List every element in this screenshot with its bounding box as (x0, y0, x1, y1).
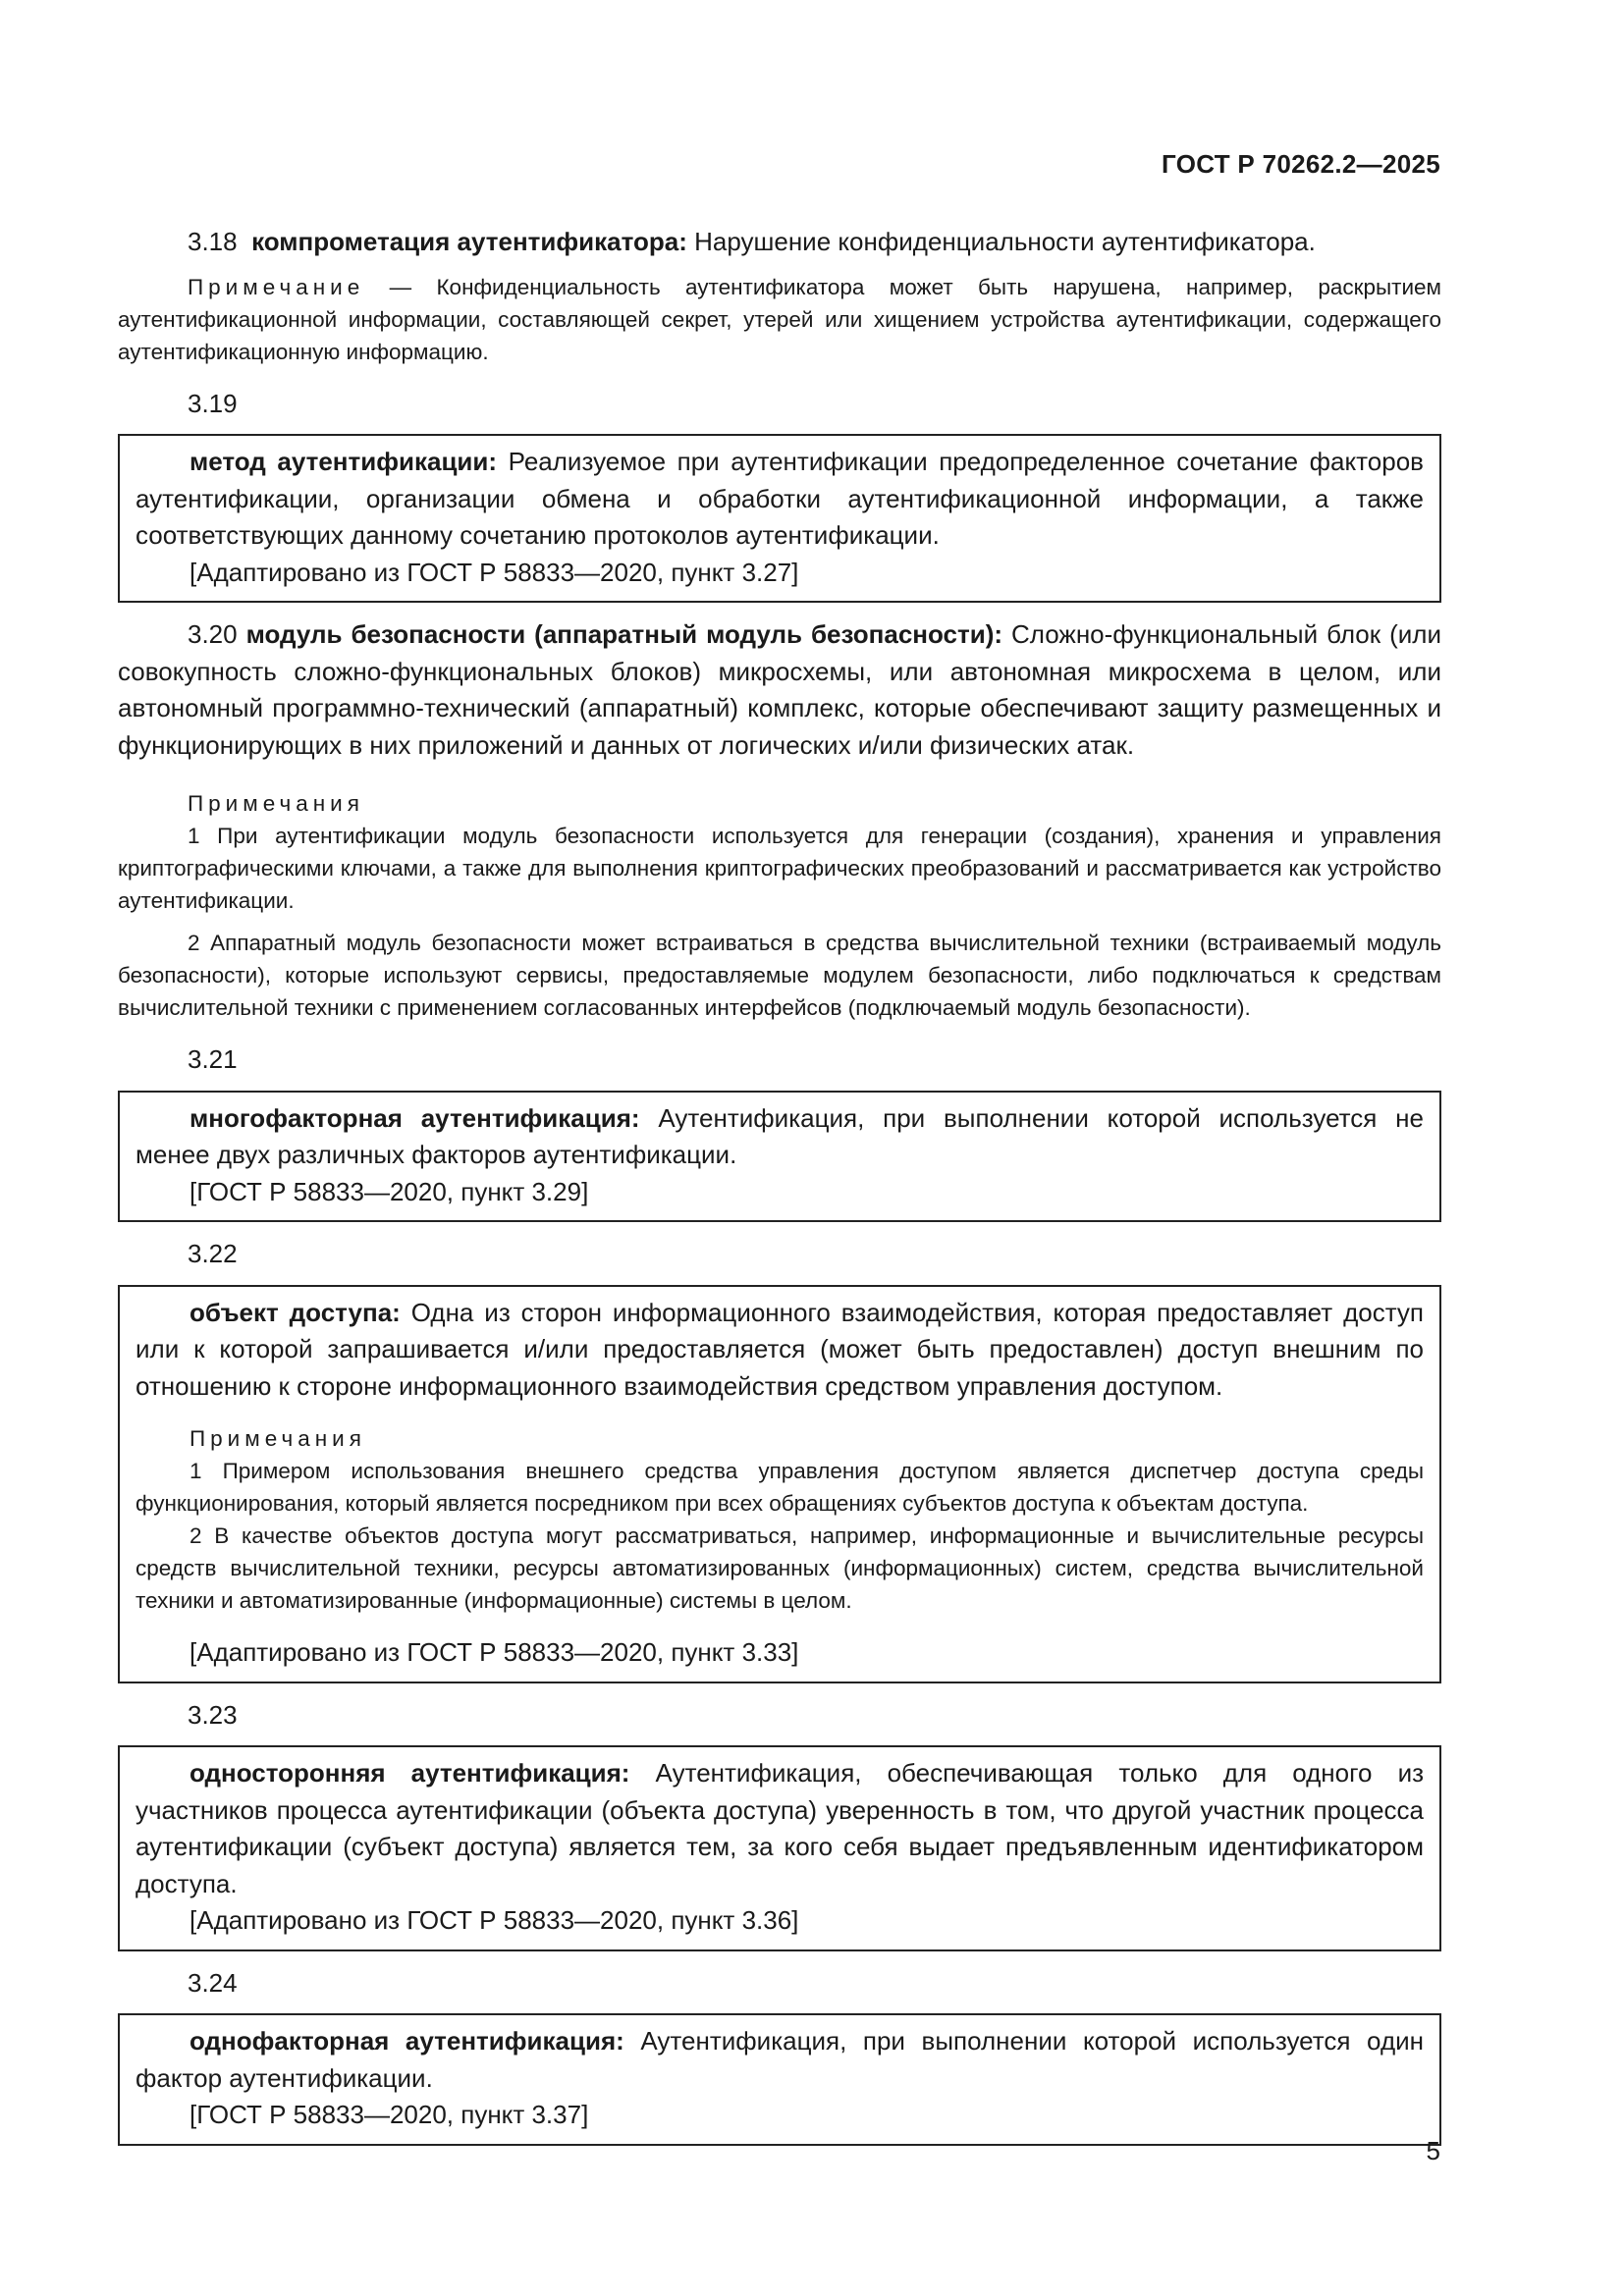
term-name: модуль безопасности (аппаратный модуль безопасности): (245, 619, 1003, 649)
page-number: 5 (1426, 2136, 1440, 2165)
term-3-22 (135, 1295, 1424, 1406)
term-number-3-23: 3.23 (188, 1699, 238, 1730)
note-3-22-2: 2 В качестве объектов доступа могут рассматриваться, например, информационные и вычислительные ресурсы средств вычислительной техники, ресурсы автоматизированных (информационных) систем, средства вычислительной техники и автоматизированные (информационные) системы в целом. (135, 1523, 1424, 1613)
term-number: 3.20 (188, 619, 238, 649)
term-reference: [ГОСТ Р 58833—2020, пункт 3.37] (189, 2100, 589, 2129)
term-definition: Аутентификация, обеспечивающая только для одного из участников процесса аутентификации (объекта доступа) уверенность в том, что другой участник процесса аутентификации (субъект доступа) является тем, за кого себя выдает предъявленным идентификатором доступа. (135, 1758, 1425, 1898)
notes-heading: Примечания (188, 791, 364, 816)
term-3-23 (135, 1755, 1424, 1902)
term-3-21 (135, 1100, 1424, 1174)
term-box-3-22 (118, 1285, 1441, 1683)
term-definition: Реализуемое при аутентификации предопределенное сочетание факторов аутентификации, организации обмена и обработки аутентификационной информации, а также соответствующих данному сочетанию протоколов аутентификации. (135, 447, 1424, 550)
note-3-22-1: 1 Примером использования внешнего средства управления доступом является диспетчер доступа среды функционирования, который является посредником при всех обращениях субъектов доступа к объектам доступа. (135, 1459, 1424, 1516)
note-3-18 (118, 271, 1441, 368)
document-code: ГОСТ Р 70262.2—2025 (1162, 149, 1440, 179)
term-reference: [Адаптировано из ГОСТ Р 58833—2020, пункт 3.33] (189, 1637, 799, 1667)
term-name: метод аутентификации: (189, 447, 498, 476)
term-number-3-24: 3.24 (188, 1967, 238, 1998)
term-3-20 (118, 616, 1441, 764)
term-3-19 (135, 444, 1424, 555)
term-3-24 (135, 2023, 1424, 2097)
note-label: Примечание (188, 274, 365, 299)
term-reference: [Адаптировано из ГОСТ Р 58833—2020, пункт 3.27] (189, 557, 799, 587)
note-3-20-2: 2 Аппаратный модуль безопасности может встраиваться в средства вычислительной техники (встраиваемый модуль безопасности), которые используют сервисы, предоставляемые модулем безопасности, либо подключаться к средствам вычислительной техники с применением согласованных интерфейсов (подключаемый модуль безопасности). (118, 931, 1441, 1020)
term-definition: Аутентификация, при выполнении которой используется не менее двух различных факторов аутентификации. (135, 1102, 1424, 1169)
term-name: объект доступа: (189, 1297, 401, 1327)
term-definition: Одна из сторон информационного взаимодействия, которая предоставляет доступ или к которой запрашивается и/или предоставляется (может быть предоставлен) доступ внешним по отношению к стороне информационного взаимодействия средством управления доступом. (135, 1297, 1425, 1401)
term-number-3-21: 3.21 (188, 1044, 238, 1074)
term-box-3-24 (118, 2013, 1441, 2146)
term-number-3-22: 3.22 (188, 1239, 238, 1268)
term-name: многофакторная аутентификация: (189, 1102, 640, 1133)
term-number: 3.18 (188, 227, 238, 256)
note-3-20-1: 1 При аутентификации модуль безопасности используется для генерации (создания), хранения и управления криптографическими ключами, а также для выполнения криптографических преобразований и рассматривается как устройство аутентификации. (118, 824, 1441, 913)
term-3-18 (118, 224, 1441, 261)
term-name: компрометация аутентификатора: (251, 227, 687, 256)
term-definition: Нарушение конфиденциальности аутентификатора. (686, 227, 1316, 256)
term-name: однофакторная аутентификация: (189, 2026, 624, 2056)
term-reference: [ГОСТ Р 58833—2020, пункт 3.29] (189, 1176, 589, 1206)
term-definition: Сложно-функциональный блок (или совокупность сложно-функциональных блоков) микросхемы, или автономная микросхема в целом, или автономный программно-технический (аппаратный) комплекс, которые обеспечивают защиту размещенных и функционирующих в них приложений и данных от логических и/или физических атак. (118, 619, 1441, 760)
notes-heading: Примечания (189, 1426, 366, 1451)
term-name: односторонняя аутентификация: (189, 1758, 630, 1788)
term-reference: [Адаптировано из ГОСТ Р 58833—2020, пункт 3.36] (189, 1905, 799, 1935)
page-content (118, 224, 1441, 2160)
note-text: — Конфиденциальность аутентификатора может быть нарушена, например, раскрытием аутентификационной информации, составляющей секрет, утерей или хищением устройства аутентификации, содержащего аутентификационную информацию. (118, 274, 1441, 364)
term-box-3-21 (118, 1091, 1441, 1223)
term-box-3-23 (118, 1745, 1441, 1951)
term-definition: Аутентификация, при выполнении которой используется один фактор аутентификации. (135, 2026, 1424, 2093)
term-box-3-19 (118, 434, 1441, 603)
term-number-3-19: 3.19 (188, 388, 238, 418)
